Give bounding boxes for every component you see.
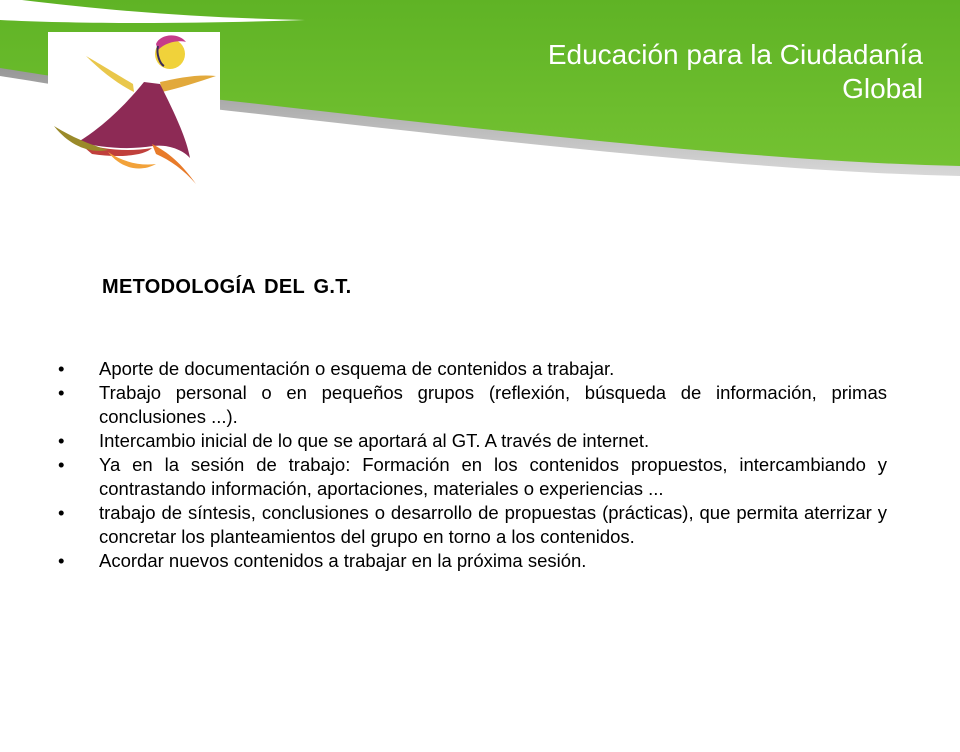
list-item: [58, 429, 887, 453]
bullet-icon: •: [58, 382, 65, 403]
bullet-text: Aporte de documentación o esquema de contenidos a trabajar.: [99, 358, 615, 379]
bullet-text: Ya en la sesión de trabajo: Formación en los contenidos propuestos, intercambiando y contrastando información, aportaciones, materiales o experiencias ...: [99, 454, 887, 499]
page-title: [403, 38, 923, 106]
bullet-icon: •: [58, 454, 65, 475]
list-item: [58, 357, 887, 381]
bullet-icon: •: [58, 502, 65, 523]
bullet-text: trabajo de síntesis, conclusiones o desarrollo de propuestas (prácticas), que permita aterrizar y concretar los planteamientos del grupo en torno a los contenidos.: [99, 502, 887, 547]
title-line-2: Global: [842, 73, 923, 104]
dancing-figure-logo-icon: [48, 32, 220, 188]
section-heading: METODOLOGÍA DEL G.T.: [102, 276, 352, 298]
list-item: [58, 549, 887, 573]
bullet-text: Trabajo personal o en pequeños grupos (reflexión, búsqueda de información, primas conclusiones ...).: [99, 382, 887, 427]
bullet-icon: •: [58, 550, 65, 571]
list-item: [58, 453, 887, 501]
title-line-1: Educación para la Ciudadanía: [547, 39, 923, 70]
list-item: [58, 501, 887, 549]
list-item: [58, 381, 887, 429]
bullet-icon: •: [58, 430, 65, 451]
logo: [48, 32, 220, 188]
bullet-text: Intercambio inicial de lo que se aportará al GT. A través de internet.: [99, 430, 650, 451]
bullet-list: [58, 357, 887, 573]
bullet-icon: •: [58, 358, 65, 379]
bullet-text: Acordar nuevos contenidos a trabajar en la próxima sesión.: [99, 550, 587, 571]
